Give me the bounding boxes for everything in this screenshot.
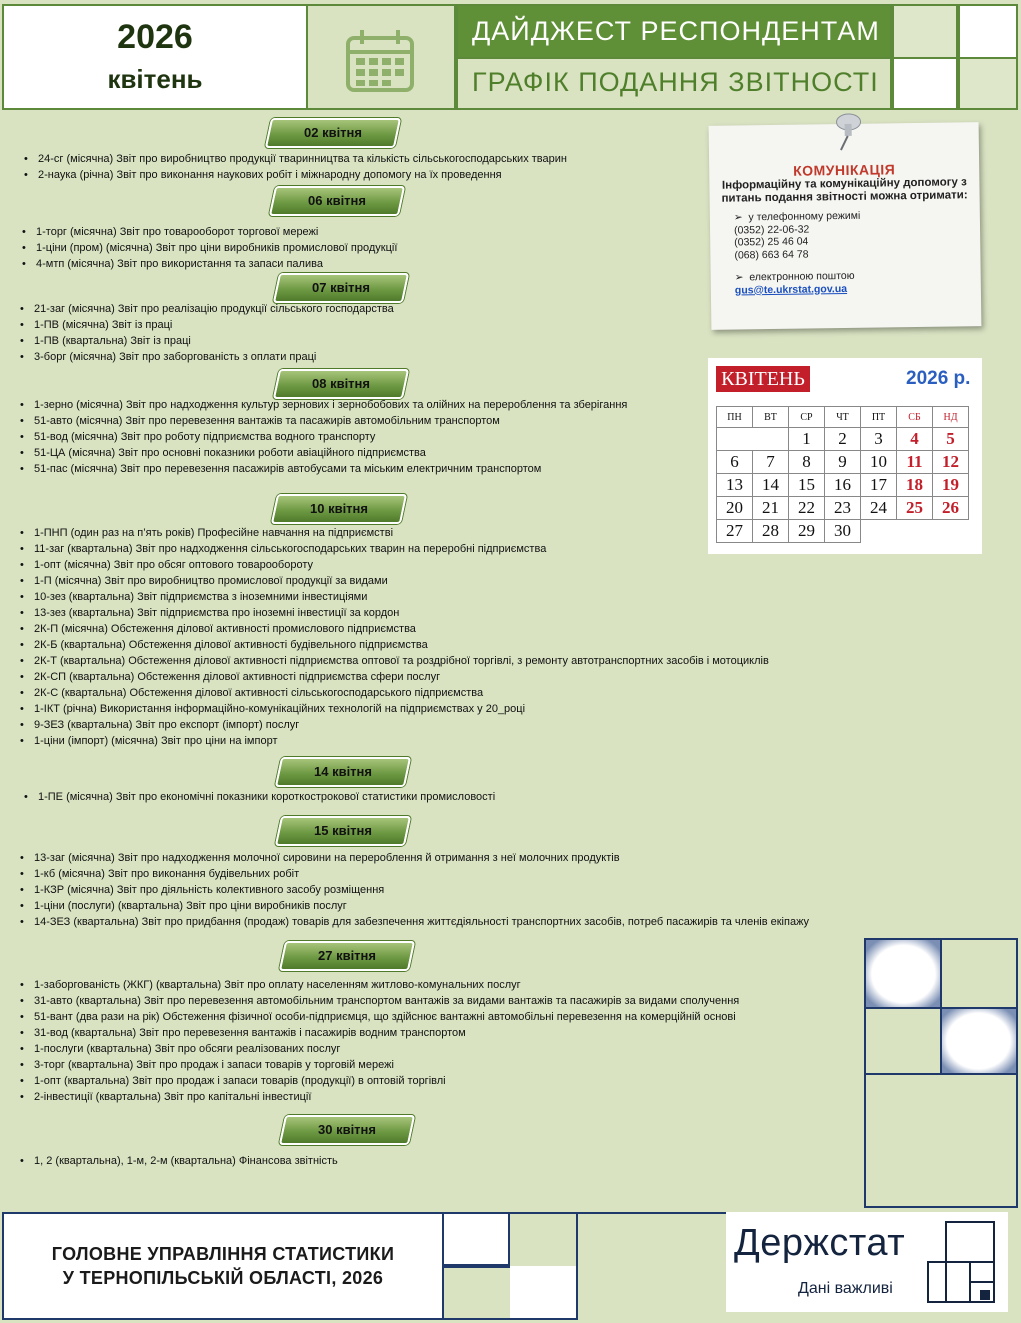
- list-item: • 1, 2 (квартальна), 1-м, 2-м (квартальна) Фінансова звітність: [18, 1153, 338, 1169]
- report-list: [18, 850, 809, 930]
- header-icon-box: [308, 4, 456, 110]
- day-cell: [897, 520, 933, 543]
- email-section: ➢ електронною поштою: [734, 269, 855, 284]
- list-item: • 2-інвестиції (квартальна) Звіт про капітальні інвестиції: [18, 1089, 739, 1105]
- list-item: • 1-кб (місячна) Звіт про виконання будівельних робіт: [18, 866, 809, 882]
- day-cell: 29: [789, 520, 825, 543]
- weekday: ЧТ: [825, 407, 861, 428]
- day-cell: 6: [717, 451, 753, 474]
- day-cell: 3: [861, 428, 897, 451]
- header-title-bar: [456, 4, 892, 59]
- day-cell: 16: [825, 474, 861, 497]
- day-cell: 22: [789, 497, 825, 520]
- derzhstat-logo: [726, 1212, 1008, 1312]
- list-item: • 51-вод (місячна) Звіт про роботу підприємства водного транспорту: [18, 429, 658, 445]
- list-item: • 24-сг (місячна) Звіт про виробництво продукції тваринництва та кількість сільськогосподарських тварин: [22, 151, 567, 167]
- weekday: ВТ: [753, 407, 789, 428]
- list-item: • 9-ЗЕЗ (квартальна) Звіт про експорт (імпорт) послуг: [18, 717, 769, 733]
- logo-grid-icon: [926, 1220, 998, 1306]
- list-item: • 1-ІКТ (річна) Використання інформаційно-комунікаційних технологій на підприємствах у 20_році: [18, 701, 769, 717]
- day-cell: 10: [861, 451, 897, 474]
- list-item: • 1-зерно (місячна) Звіт про надходження культур зернових і зернобобових та олійних на перероблення та зберігання: [18, 397, 658, 413]
- list-item: • 2К-П (місячна) Обстеження ділової активності промислового підприємства: [18, 621, 769, 637]
- day-cell: 21: [753, 497, 789, 520]
- day-cell: 27: [717, 520, 753, 543]
- day-cell: 2: [825, 428, 861, 451]
- list-item: • 2К-Б (квартальна) Обстеження ділової активності будівельного підприємства: [18, 637, 769, 653]
- date-badge: 10 квітня: [271, 494, 407, 524]
- day-cell: 20: [717, 497, 753, 520]
- decorative-grid: [864, 938, 1018, 1208]
- day-cell: 30: [825, 520, 861, 543]
- date-badge: 30 квітня: [279, 1115, 415, 1145]
- list-item: • 51-пас (місячна) Звіт про перевезення пасажирів автобусами та міським електричним транспортом: [18, 461, 658, 477]
- list-item: • 14-ЗЕЗ (квартальна) Звіт про придбання (продаж) товарів для забезпечення життєдіяльності транспортних засобів, потреб пасажирів та членів екіпажу: [18, 914, 809, 930]
- list-item: • 1-П (місячна) Звіт про виробництво промислової продукції за видами: [18, 573, 769, 589]
- phone-number: (068) 663 64 78: [734, 248, 809, 262]
- phone-section: ➢ у телефонному режимі: [733, 209, 861, 224]
- list-item: • 1-ПВ (місячна) Звіт із праці: [18, 317, 394, 333]
- list-item: • 1-ПНП (один раз на п’ять років) Професійне навчання на підприємстві: [18, 525, 769, 541]
- list-item: • 1-ПЕ (місячна) Звіт про економічні показники короткострокової статистики промисловості: [22, 789, 495, 805]
- day-cell: 24: [861, 497, 897, 520]
- report-list: [20, 224, 397, 272]
- date-badge: 14 квітня: [275, 757, 411, 787]
- calendar-icon: [308, 6, 456, 112]
- logo-tagline: Дані важливі: [798, 1280, 893, 1297]
- day-cell: 23: [825, 497, 861, 520]
- day-cell: [717, 428, 753, 451]
- weekday: ПТ: [861, 407, 897, 428]
- day-cell: 7: [753, 451, 789, 474]
- list-item: • 1-КЗР (місячна) Звіт про діяльність колективного засобу розміщення: [18, 882, 809, 898]
- day-cell: 11: [897, 451, 933, 474]
- footer-org-box: [2, 1212, 444, 1320]
- list-item: • 51-авто (місячна) Звіт про перевезення вантажів та пасажирів автомобільним транспортом: [18, 413, 658, 429]
- report-list: [18, 301, 394, 365]
- header-deco-square: [892, 59, 958, 110]
- day-cell: 26: [933, 497, 969, 520]
- list-item: • 31-вод (квартальна) Звіт про перевезення вантажів і пасажирів водним транспортом: [18, 1025, 739, 1041]
- day-cell: 19: [933, 474, 969, 497]
- list-item: • 1-ціни (пром) (місячна) Звіт про ціни виробників промислової продукції: [20, 240, 397, 256]
- date-badge: 15 квітня: [275, 816, 411, 846]
- date-badge: 07 квітня: [273, 273, 409, 303]
- day-cell: 9: [825, 451, 861, 474]
- header-month: квітень: [107, 64, 203, 94]
- weekday: СР: [789, 407, 825, 428]
- day-cell: 18: [897, 474, 933, 497]
- header-title: ДАЙДЖЕСТ РЕСПОНДЕНТАМ: [472, 16, 880, 46]
- footer-deco: [444, 1212, 578, 1320]
- day-cell: 25: [897, 497, 933, 520]
- list-item: • 1-опт (місячна) Звіт про обсяг оптового товарообороту: [18, 557, 769, 573]
- header-subtitle: ГРАФІК ПОДАННЯ ЗВІТНОСТІ: [472, 67, 879, 97]
- logo-wordmark: Держстат: [734, 1222, 906, 1264]
- report-list: [18, 1153, 338, 1169]
- weekday: ПН: [717, 407, 753, 428]
- weekday: СБ: [897, 407, 933, 428]
- list-item: • 1-послуги (квартальна) Звіт про обсяги реалізованих послуг: [18, 1041, 739, 1057]
- list-item: • 2К-Т (квартальна) Обстеження ділової активності підприємства оптової та роздрібної торгівлі, з ремонту автотранспортних засобів і мотоциклів: [18, 653, 769, 669]
- report-list: [22, 789, 495, 805]
- communication-subtitle: Інформаційну та комунікаційну допомогу з питань подання звітності можна отримати:: [721, 176, 968, 205]
- decorative-grid-lines: [866, 940, 1016, 1206]
- list-item: • 2К-С (квартальна) Обстеження ділової активності сільськогосподарського підприємства: [18, 685, 769, 701]
- communication-details: [710, 202, 981, 297]
- list-item: • 1-заборгованість (ЖКГ) (квартальна) Звіт про оплату населенням житлово-комунальних послуг: [18, 977, 739, 993]
- report-list: [18, 525, 769, 749]
- date-badge: 27 квітня: [279, 941, 415, 971]
- list-item: • 2К-СП (квартальна) Обстеження ділової активності підприємства сфери послуг: [18, 669, 769, 685]
- calendar-year: 2026 р.: [906, 368, 971, 389]
- list-item: • 1-опт (квартальна) Звіт про продаж і запаси товарів (продукції) в оптовій торгівлі: [18, 1073, 739, 1089]
- day-cell: 8: [789, 451, 825, 474]
- list-item: • 4-мтп (місячна) Звіт про використання та запаси палива: [20, 256, 397, 272]
- day-cell: 5: [933, 428, 969, 451]
- list-item: • 51-ЦА (місячна) Звіт про основні показники роботи авіаційного підприємства: [18, 445, 658, 461]
- phone-number: (0352) 22-06-32: [733, 222, 810, 237]
- list-item: • 3-борг (місячна) Звіт про заборгованість з оплати праці: [18, 349, 394, 365]
- day-cell: [861, 520, 897, 543]
- list-item: • 1-торг (місячна) Звіт про товарооборот торгової мережі: [20, 224, 397, 240]
- day-cell: 15: [789, 474, 825, 497]
- date-badge: 08 квітня: [273, 369, 409, 399]
- day-cell: 17: [861, 474, 897, 497]
- list-item: • 21-заг (місячна) Звіт про реалізацію продукції сільського господарства: [18, 301, 394, 317]
- day-cell: 4: [897, 428, 933, 451]
- month-calendar: [708, 358, 982, 554]
- day-cell: 1: [789, 428, 825, 451]
- list-item: • 1-ціни (імпорт) (місячна) Звіт про ціни на імпорт: [18, 733, 769, 749]
- list-item: • 13-зез (квартальна) Звіт підприємства про іноземні інвестиції за кордон: [18, 605, 769, 621]
- header-subtitle-bar: [456, 59, 892, 110]
- list-item: • 1-ціни (послуги) (квартальна) Звіт про ціни виробників послуг: [18, 898, 809, 914]
- day-cell: 13: [717, 474, 753, 497]
- footer-org-line2: У ТЕРНОПІЛЬСЬКІЙ ОБЛАСТІ, 2026: [62, 1268, 384, 1288]
- phone-number: (0352) 25 46 04: [734, 235, 809, 249]
- pushpin-icon: [826, 110, 867, 155]
- day-cell: 12: [933, 451, 969, 474]
- list-item: • 31-авто (квартальна) Звіт про перевезення автомобільним транспортом вантажів за видами вантажів та пасажирів за видами сполучення: [18, 993, 739, 1009]
- communication-card: [709, 122, 982, 330]
- date-badge: 02 квітня: [265, 118, 401, 148]
- day-cell: 28: [753, 520, 789, 543]
- report-list: [22, 151, 567, 183]
- communication-title: КОМУНІКАЦІЯ: [793, 161, 896, 179]
- footer-org-line1: ГОЛОВНЕ УПРАВЛІННЯ СТАТИСТИКИ: [51, 1244, 395, 1264]
- list-item: • 10-зез (квартальна) Звіт підприємства з іноземними інвестиціями: [18, 589, 769, 605]
- weekday: НД: [933, 407, 969, 428]
- header-deco-square: [892, 4, 958, 59]
- list-item: • 3-торг (квартальна) Звіт про продаж і запаси товарів у торговій мережі: [18, 1057, 739, 1073]
- list-item: • 13-заг (місячна) Звіт про надходження молочної сировини на перероблення й отримання з неї молочних продуктів: [18, 850, 809, 866]
- header-year: 2026: [117, 18, 193, 56]
- list-item: • 11-заг (квартальна) Звіт про надходження сільськогосподарських тварин на переробні підприємства: [18, 541, 769, 557]
- footer-spacer: [578, 1212, 726, 1320]
- calendar-month: КВІТЕНЬ: [716, 366, 810, 392]
- day-cell: 14: [753, 474, 789, 497]
- day-cell: [933, 520, 969, 543]
- day-cell: [753, 428, 789, 451]
- report-list: [18, 977, 739, 1105]
- report-list: [18, 397, 658, 477]
- header-deco-square: [958, 4, 1018, 59]
- date-badge: 06 квітня: [269, 186, 405, 216]
- header-deco-square: [958, 59, 1018, 110]
- list-item: • 51-вант (два рази на рік) Обстеження фізичної особи-підприємця, що здійснює вантажні автомобільні перевезення на комерційній основі: [18, 1009, 739, 1025]
- list-item: • 2-наука (річна) Звіт про виконання наукових робіт і міжнародну допомогу на їх проведення: [22, 167, 567, 183]
- list-item: • 1-ПВ (квартальна) Звіт із праці: [18, 333, 394, 349]
- email-link[interactable]: gus@te.ukrstat.gov.ua: [734, 282, 848, 297]
- calendar-grid: [716, 406, 969, 543]
